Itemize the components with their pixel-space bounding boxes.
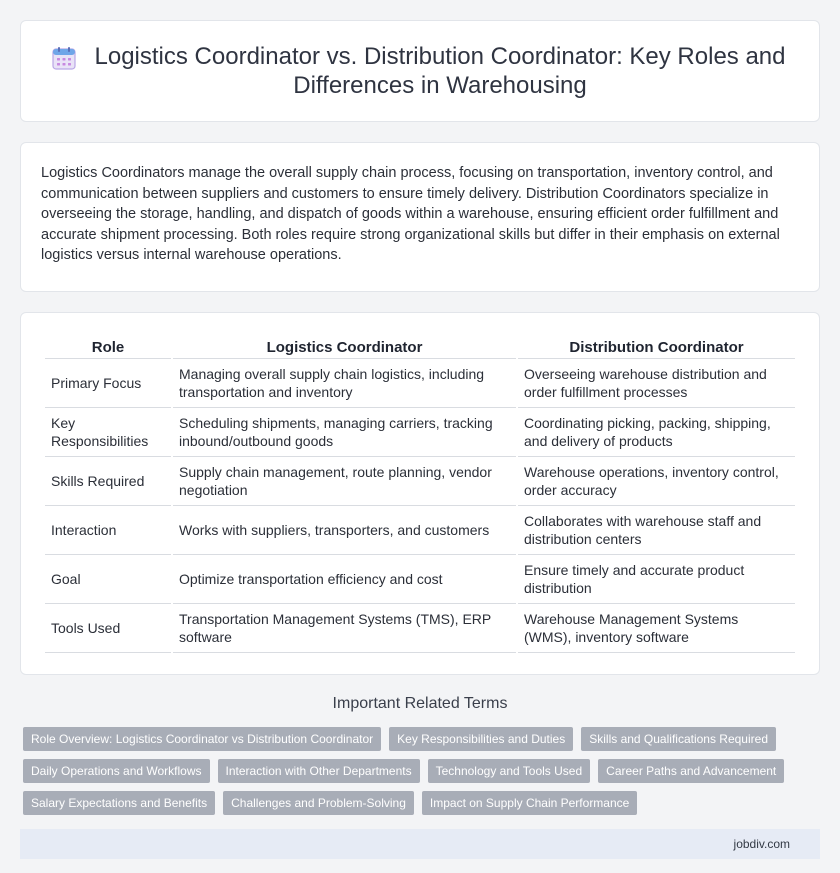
tag-skills-qualifications[interactable]: Skills and Qualifications Required [581, 727, 776, 751]
intro-card [20, 142, 820, 292]
tag-challenges[interactable]: Challenges and Problem-Solving [223, 791, 414, 815]
row-label: Goal [45, 555, 171, 604]
intro-paragraph: Logistics Coordinators manage the overall supply chain process, focusing on transportation, inventory control, and communication between suppliers and customers to ensure timely delivery. Distribution Coordinators specialize in overseeing the storage, handling, and dispatch of goods within a warehouse, ensuring efficient order fulfillment and accurate shipment processing. Both roles require strong organizational skills but differ in their emphasis on external logistics versus internal warehouse operations. [41, 165, 780, 263]
tag-salary-expectations[interactable]: Salary Expectations and Benefits [23, 791, 215, 815]
row-label: Primary Focus [45, 359, 171, 408]
row-label: Key Responsibilities [45, 408, 171, 457]
comparison-table [43, 333, 797, 653]
logistics-cell: Optimize transportation efficiency and cost [173, 555, 516, 604]
logistics-cell: Supply chain management, route planning, vendor negotiation [173, 457, 516, 506]
table-row [45, 408, 795, 457]
row-label: Interaction [45, 506, 171, 555]
tag-career-paths[interactable]: Career Paths and Advancement [598, 759, 784, 783]
table-row [45, 555, 795, 604]
row-label: Skills Required [45, 457, 171, 506]
footer-site-link[interactable]: jobdiv.com [733, 837, 790, 851]
logistics-cell: Scheduling shipments, managing carriers, tracking inbound/outbound goods [173, 408, 516, 457]
tag-daily-operations[interactable]: Daily Operations and Workflows [23, 759, 210, 783]
distribution-cell: Coordinating picking, packing, shipping, and delivery of products [518, 408, 795, 457]
column-header-logistics: Logistics Coordinator [173, 333, 516, 359]
page-title: Logistics Coordinator vs. Distribution Coordinator: Key Roles and Differences in Warehousing [94, 43, 786, 99]
table-row [45, 506, 795, 555]
related-terms-section [0, 695, 840, 815]
tag-technology-tools[interactable]: Technology and Tools Used [428, 759, 591, 783]
logistics-cell: Works with suppliers, transporters, and customers [173, 506, 516, 555]
table-row [45, 359, 795, 408]
distribution-cell: Overseeing warehouse distribution and order fulfillment processes [518, 359, 795, 408]
logistics-cell: Transportation Management Systems (TMS), ERP software [173, 604, 516, 653]
tag-interaction-departments[interactable]: Interaction with Other Departments [218, 759, 420, 783]
table-row [45, 604, 795, 653]
related-terms-heading: Important Related Terms [332, 695, 508, 712]
calendar-icon [51, 45, 77, 71]
footer [20, 829, 820, 859]
table-row [45, 457, 795, 506]
column-header-role: Role [45, 333, 171, 359]
distribution-cell: Warehouse Management Systems (WMS), inventory software [518, 604, 795, 653]
logistics-cell: Managing overall supply chain logistics, including transportation and inventory [173, 359, 516, 408]
distribution-cell: Warehouse operations, inventory control, order accuracy [518, 457, 795, 506]
tag-supply-chain-impact[interactable]: Impact on Supply Chain Performance [422, 791, 637, 815]
row-label: Tools Used [45, 604, 171, 653]
tag-role-overview[interactable]: Role Overview: Logistics Coordinator vs Distribution Coordinator [23, 727, 381, 751]
distribution-cell: Ensure timely and accurate product distribution [518, 555, 795, 604]
comparison-card [20, 312, 820, 675]
table-header-row [45, 333, 795, 359]
column-header-distribution: Distribution Coordinator [518, 333, 795, 359]
header-card [20, 20, 820, 122]
related-terms-tags [0, 727, 840, 815]
tag-key-responsibilities[interactable]: Key Responsibilities and Duties [389, 727, 573, 751]
distribution-cell: Collaborates with warehouse staff and distribution centers [518, 506, 795, 555]
header [51, 42, 789, 100]
